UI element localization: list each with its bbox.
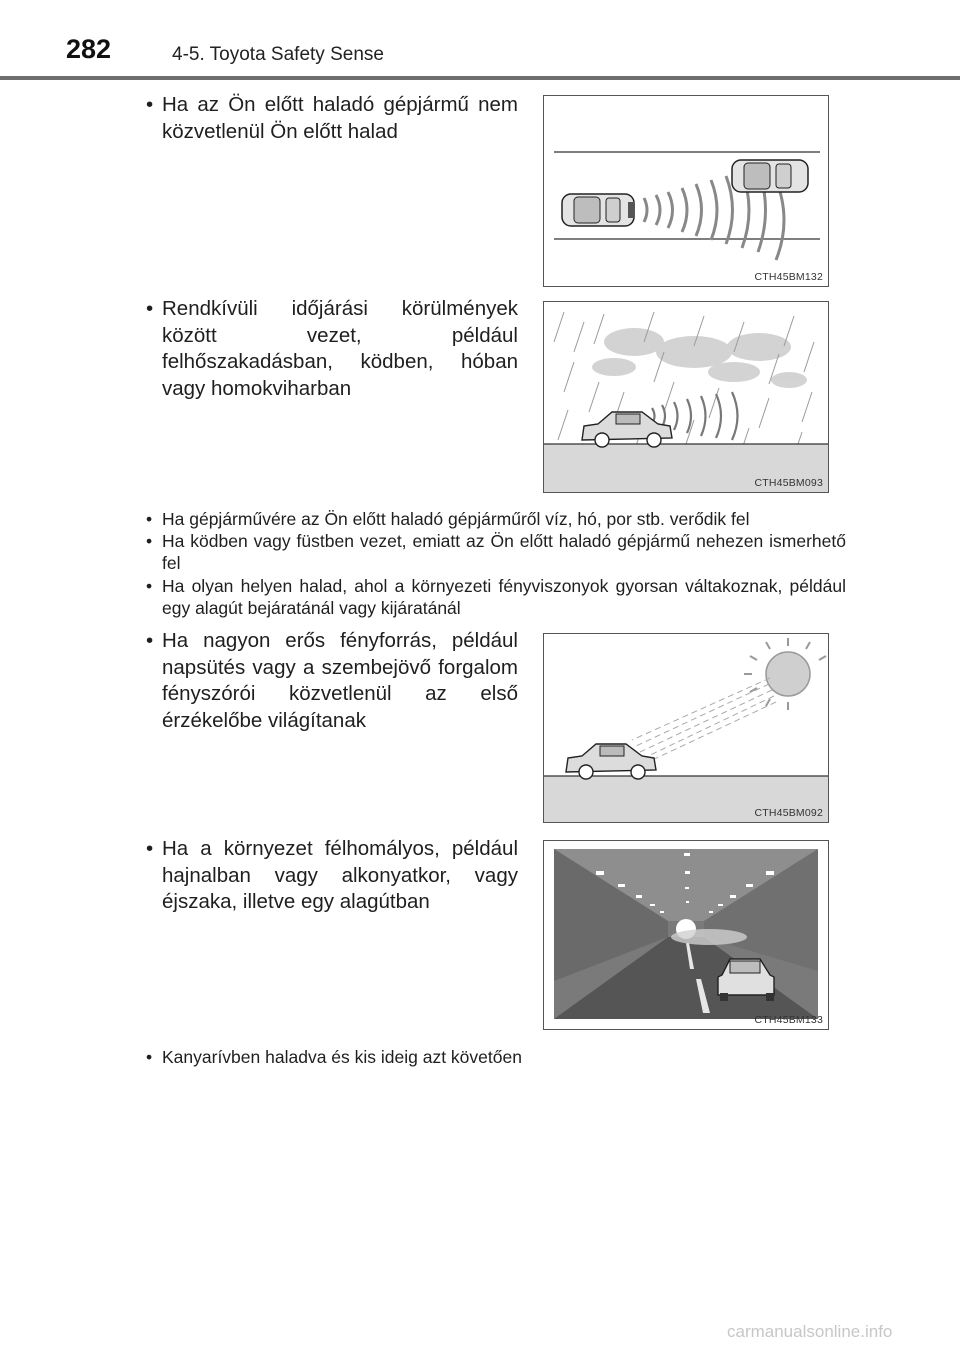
- bullet-dot: •: [146, 509, 153, 529]
- sunlight-illustration: [544, 634, 828, 822]
- bullet-light-change: [146, 575, 846, 619]
- figure-code: CTH45BM133: [754, 1014, 823, 1026]
- bullet-text: Ha olyan helyen halad, ahol a környezeti fényviszonyok gyorsan váltakoznak, például egy alagút bejáratánál vagy kijáratánál: [162, 576, 846, 618]
- figure-code: CTH45BM132: [754, 271, 823, 283]
- own-car-icon: [562, 194, 634, 226]
- bullet-text: Ha gépjárművére az Ön előtt haladó gépjárműről víz, hó, por stb. verődik fel: [162, 509, 750, 529]
- bullet-dot: •: [146, 576, 153, 596]
- figure-code: CTH45BM092: [754, 807, 823, 819]
- bullet-dot: •: [146, 629, 154, 652]
- bad-weather-illustration: [544, 302, 828, 492]
- header-rule: [0, 76, 960, 80]
- offset-vehicle-illustration: [544, 96, 828, 286]
- bullet-text: Kanyarívben haladva és kis ideig azt követően: [162, 1047, 522, 1067]
- bullet-text: Ha ködben vagy füstben vezet, emiatt az Ön előtt haladó gépjármű nehezen ismerhető fel: [162, 531, 846, 573]
- tunnel-illustration: [544, 841, 828, 1029]
- bullet-text: Ha a környezet félhomályos, például hajnalban vagy alkonyatkor, vagy éjszaka, illetve egy alagútban: [162, 837, 518, 913]
- preceding-car-icon: [732, 160, 808, 192]
- figure-offset-vehicle: [543, 95, 829, 287]
- bullet-dot: •: [146, 837, 154, 860]
- bullet-strong-light: [146, 628, 518, 734]
- car-side-icon: [566, 744, 656, 779]
- bullet-fog-smoke: [146, 530, 846, 574]
- page-number: 282: [66, 34, 112, 64]
- bullet-extreme-weather: [146, 296, 518, 402]
- footer-watermark: carmanualsonline.info: [727, 1322, 893, 1341]
- bullet-curve: [146, 1046, 846, 1068]
- bullet-splash: [146, 508, 846, 530]
- bullet-dot: •: [146, 93, 154, 116]
- sun-icon: [766, 652, 810, 696]
- section-title: 4-5. Toyota Safety Sense: [172, 44, 384, 65]
- figure-tunnel: [543, 840, 829, 1030]
- figure-bad-weather: [543, 301, 829, 493]
- bullet-text: Ha az Ön előtt haladó gépjármű nem közvetlenül Ön előtt halad: [162, 93, 518, 143]
- bullet-dot: •: [146, 531, 153, 551]
- bullet-dot: •: [146, 297, 154, 320]
- bullet-offset-vehicle: [146, 92, 518, 145]
- bullet-text: Ha nagyon erős fényforrás, például napsütés vagy a szembejövő forgalom fényszórói közvetlenül az első érzékelőbe világítanak: [162, 629, 518, 732]
- bullet-dim-environment: [146, 836, 518, 916]
- bullet-text: Rendkívüli időjárási körülmények között vezet, például felhőszakadásban, ködben, hóban vagy homokviharban: [162, 297, 518, 400]
- bullet-dot: •: [146, 1047, 153, 1067]
- car-side-icon: [582, 412, 672, 447]
- figure-sunlight: [543, 633, 829, 823]
- page-header: [0, 0, 960, 82]
- figure-code: CTH45BM093: [754, 477, 823, 489]
